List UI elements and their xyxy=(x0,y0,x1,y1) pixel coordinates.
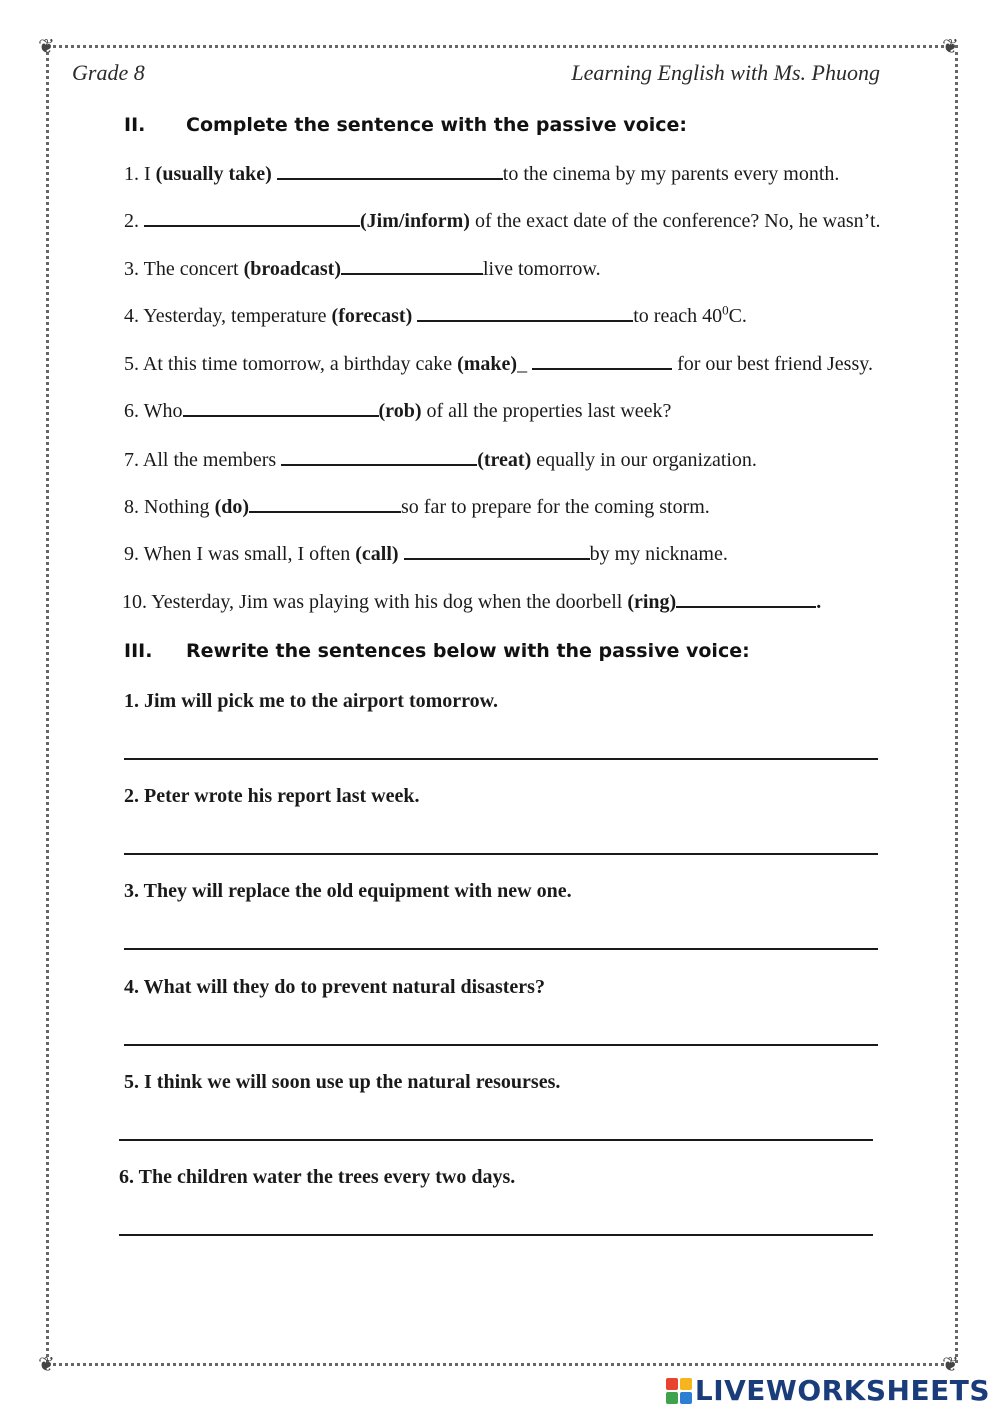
corner-ornament-icon: ❦ xyxy=(942,34,959,58)
rewrite-prompt: 3. They will replace the old equipment with new one. xyxy=(124,880,572,902)
rewrite-prompt: 4. What will they do to prevent natural disasters? xyxy=(124,976,545,998)
rewrite-prompt: 2. Peter wrote his report last week. xyxy=(124,785,420,807)
author-label: Learning English with Ms. Phuong xyxy=(571,60,880,85)
liveworksheets-brand[interactable] xyxy=(666,1374,990,1407)
question-item: 1. I (usually take) to the cinema by my parents every month. xyxy=(124,160,839,186)
liveworksheets-logo-icon xyxy=(666,1378,692,1404)
answer-line[interactable] xyxy=(124,853,878,855)
section-number: II. xyxy=(124,114,146,136)
section-title: Complete the sentence with the passive voice: xyxy=(186,114,688,136)
answer-blank[interactable] xyxy=(277,160,503,180)
question-item: 5. At this time tomorrow, a birthday cake (make)_ for our best friend Jessy. xyxy=(124,350,873,376)
answer-blank[interactable] xyxy=(249,493,401,513)
section-title: Rewrite the sentences below with the passive voice: xyxy=(186,640,750,662)
corner-ornament-icon: ❦ xyxy=(38,34,55,58)
grade-label: Grade 8 xyxy=(72,60,145,85)
answer-blank[interactable] xyxy=(341,255,483,275)
section-heading xyxy=(124,114,687,136)
answer-line[interactable] xyxy=(119,1139,873,1141)
answer-blank[interactable] xyxy=(532,350,672,370)
section-heading xyxy=(124,640,750,662)
answer-blank[interactable] xyxy=(183,397,379,417)
answer-blank[interactable] xyxy=(144,207,360,227)
question-item: 10. Yesterday, Jim was playing with his dog when the doorbell (ring) . xyxy=(122,588,821,614)
question-item: 7. All the members (treat) equally in our organization. xyxy=(124,446,757,472)
answer-blank[interactable] xyxy=(281,446,477,466)
rewrite-prompt: 5. I think we will soon use up the natural resourses. xyxy=(124,1071,561,1093)
answer-line[interactable] xyxy=(124,948,878,950)
brand-name: LIVEWORKSHEETS xyxy=(694,1374,990,1407)
question-item: 2. (Jim/inform) of the exact date of the conference? No, he wasn’t. xyxy=(124,207,881,233)
corner-ornament-icon: ❦ xyxy=(942,1352,959,1376)
question-item: 3. The concert (broadcast) live tomorrow. xyxy=(124,255,601,281)
answer-blank[interactable] xyxy=(404,540,590,560)
answer-line[interactable] xyxy=(124,758,878,760)
answer-line[interactable] xyxy=(119,1234,873,1236)
section-number: III. xyxy=(124,640,153,662)
question-item: 4. Yesterday, temperature (forecast) to reach $40^0C$. xyxy=(124,302,747,327)
rewrite-prompt: 6. The children water the trees every two days. xyxy=(119,1166,516,1188)
page-border-bottom xyxy=(46,1363,952,1366)
answer-blank[interactable] xyxy=(676,588,816,608)
answer-line[interactable] xyxy=(124,1044,878,1046)
question-item: 6. Who (rob) of all the properties last week? xyxy=(124,397,671,423)
rewrite-prompt: 1. Jim will pick me to the airport tomorrow. xyxy=(124,690,499,712)
answer-blank[interactable] xyxy=(417,302,633,322)
question-item: 9. When I was small, I often (call) by my nickname. xyxy=(124,540,728,566)
page-border-top xyxy=(46,45,952,48)
corner-ornament-icon: ❦ xyxy=(38,1352,55,1376)
question-item: 8. Nothing (do) so far to prepare for the coming storm. xyxy=(124,493,710,519)
